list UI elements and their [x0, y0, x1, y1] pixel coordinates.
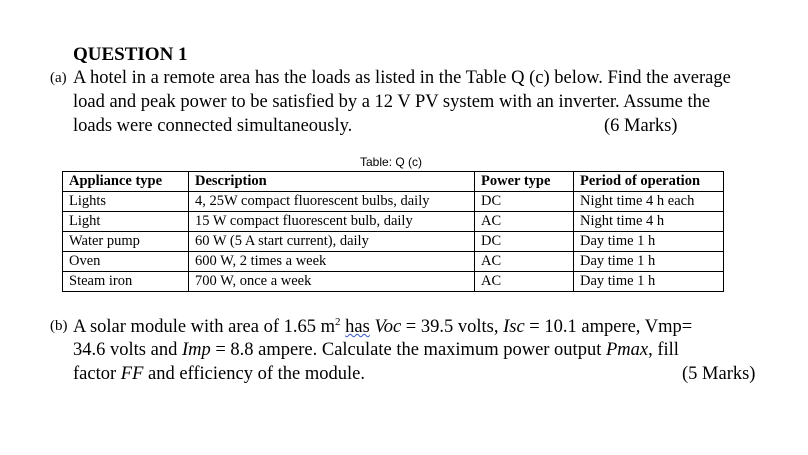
cell-power-type: DC — [475, 232, 574, 252]
part-a-line-2: load and peak power to be satisfied by a 12 V PV system with an inverter. Assume the — [73, 92, 711, 112]
part-b-line-2-text: 34.6 volts and — [73, 340, 182, 360]
voc-value-text: = 39.5 volts, — [401, 317, 504, 338]
cell-description: 600 W, 2 times a week — [189, 252, 475, 272]
table-row — [63, 212, 724, 232]
part-b-marker: (b) — [50, 318, 68, 334]
cell-appliance: Oven — [63, 252, 189, 272]
superscript-2: 2 — [335, 316, 341, 328]
cell-appliance: Light — [63, 212, 189, 232]
symbol-voc: Voc — [374, 317, 402, 338]
part-a-marker: (a) — [50, 70, 67, 86]
cell-appliance: Lights — [63, 192, 189, 212]
table-row — [63, 192, 724, 212]
cell-description: 60 W (5 A start current), daily — [189, 232, 475, 252]
part-a-line-1: A hotel in a remote area has the loads as listed in the Table Q (c) below. Find the average — [73, 68, 731, 88]
question-title: QUESTION 1 — [73, 44, 188, 65]
cell-period: Night time 4 h each — [574, 192, 724, 212]
symbol-imp: Imp — [181, 340, 211, 360]
table-row — [63, 252, 724, 272]
header-power-type: Power type — [475, 172, 574, 192]
table-row — [63, 232, 724, 252]
loads-table — [62, 171, 724, 292]
cell-description: 700 W, once a week — [189, 272, 475, 292]
symbol-pmax: Pmax — [605, 340, 649, 360]
symbol-ff: FF — [120, 364, 144, 384]
cell-period: Day time 1 h — [574, 232, 724, 252]
part-b-line-1 — [73, 316, 692, 338]
part-b-line-1-text: A solar module with area of 1.65 m — [73, 317, 336, 338]
part-a-marks: (6 Marks) — [604, 116, 678, 136]
imp-value-text: = 8.8 ampere. Calculate the maximum power output — [210, 340, 606, 360]
table-row — [63, 272, 724, 292]
cell-period: Day time 1 h — [574, 272, 724, 292]
efficiency-text: and efficiency of the module. — [143, 364, 365, 384]
cell-appliance: Water pump — [63, 232, 189, 252]
cell-power-type: DC — [475, 192, 574, 212]
cell-period: Day time 1 h — [574, 252, 724, 272]
header-period: Period of operation — [574, 172, 724, 192]
cell-description: 15 W compact fluorescent bulb, daily — [189, 212, 475, 232]
cell-appliance: Steam iron — [63, 272, 189, 292]
cell-power-type: AC — [475, 212, 574, 232]
table-header-row — [63, 172, 724, 192]
cell-period: Night time 4 h — [574, 212, 724, 232]
part-b-line-3-text: factor — [73, 364, 121, 384]
cell-description: 4, 25W compact fluorescent bulbs, daily — [189, 192, 475, 212]
table-caption: Table: Q (c) — [360, 155, 423, 169]
part-b-line-3 — [73, 364, 365, 385]
symbol-isc: Isc — [503, 317, 525, 338]
spellcheck-word-has: has — [345, 317, 370, 338]
part-a-line-3: loads were connected simultaneously. — [73, 116, 353, 136]
part-b-marks: (5 Marks) — [682, 364, 756, 384]
fill-text: , fill — [648, 340, 679, 360]
part-b-line-2 — [73, 340, 679, 361]
cell-power-type: AC — [475, 272, 574, 292]
isc-value-text: = 10.1 ampere, Vmp= — [524, 317, 693, 338]
header-appliance-type: Appliance type — [63, 172, 189, 192]
cell-power-type: AC — [475, 252, 574, 272]
header-description: Description — [189, 172, 475, 192]
